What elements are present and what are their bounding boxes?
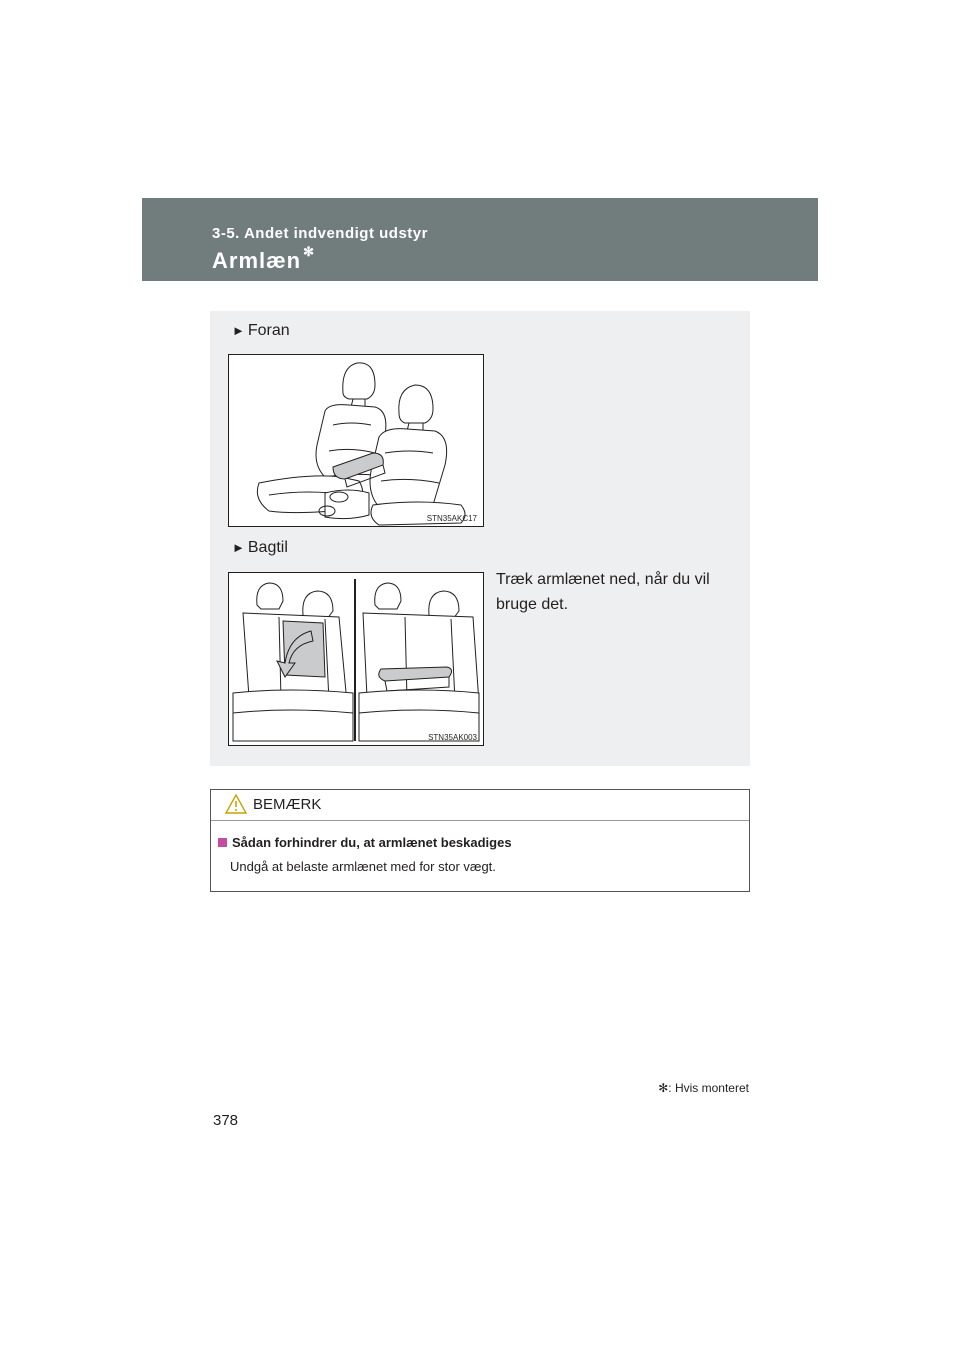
notice-heading-text: Sådan forhindrer du, at armlænet beskadiges bbox=[232, 835, 512, 850]
front-label: Foran bbox=[247, 322, 290, 339]
content-panel bbox=[210, 311, 750, 766]
section-header bbox=[142, 198, 818, 281]
footnote-text: : Hvis monteret bbox=[668, 1081, 749, 1095]
warning-icon bbox=[225, 793, 247, 815]
notice-box bbox=[210, 789, 750, 892]
front-heading bbox=[232, 322, 290, 340]
section-label: 3-5. Andet indvendigt udstyr bbox=[212, 225, 428, 242]
notice-body: Undgå at belaste armlænet med for stor vægt. bbox=[230, 859, 496, 874]
bullet-icon: ► bbox=[232, 540, 245, 555]
notice-heading bbox=[218, 835, 512, 850]
notice-header bbox=[211, 790, 749, 821]
illustration-code: STN35AKC17 bbox=[426, 514, 477, 523]
bullet-icon: ► bbox=[232, 323, 245, 338]
page-title-text: Armlæn bbox=[212, 248, 302, 273]
rear-seats-drawing bbox=[229, 573, 483, 745]
footnote-mark: ✻ bbox=[658, 1081, 669, 1095]
illustration-code: STN35AK003 bbox=[428, 733, 477, 742]
instruction-text: Træk armlænet ned, når du vil bruge det. bbox=[496, 571, 710, 613]
front-armrest-illustration bbox=[228, 354, 484, 527]
page-number: 378 bbox=[213, 1112, 239, 1129]
optional-mark: ✻ bbox=[303, 244, 316, 259]
page-title bbox=[212, 244, 316, 274]
rear-heading bbox=[232, 539, 288, 557]
notice-label: BEMÆRK bbox=[253, 796, 322, 813]
rear-armrest-illustration bbox=[228, 572, 484, 746]
square-bullet-icon bbox=[218, 838, 227, 847]
footnote bbox=[658, 1081, 749, 1095]
front-seats-drawing bbox=[229, 355, 483, 526]
rear-label: Bagtil bbox=[247, 539, 288, 556]
